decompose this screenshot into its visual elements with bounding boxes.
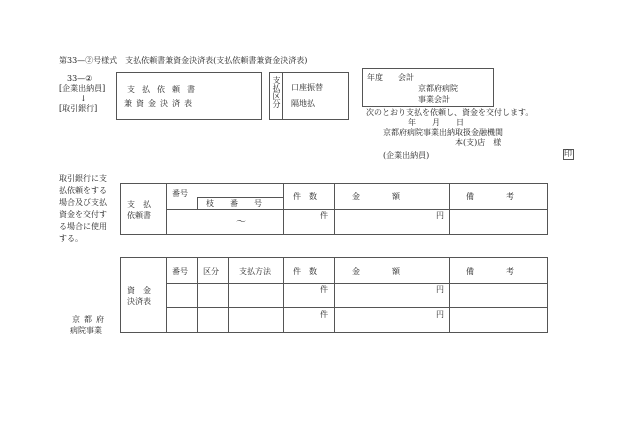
org-label-1: 京都府 [72,315,108,324]
upper-h-branch-number: 枝 番 号 [206,199,262,208]
lower-col-line-6 [449,257,450,333]
lower-h-method: 支払方法 [239,267,271,276]
option-remote-payment[interactable]: 隔地払 [291,99,315,108]
option-account-transfer[interactable]: 口座振替 [291,83,323,92]
side-note-2: 払依頼をする [59,186,107,195]
upper-row-label-2: 依頼書 [127,211,151,220]
lower-header-line [166,283,548,284]
side-note-1: 取引銀行に支 [59,174,107,183]
addressee: 京都府病院事業出納取扱金融機関 [383,128,503,137]
category-divider [282,72,283,120]
form-code: 33—② [67,74,93,83]
lower-h-amount: 金 額 [352,267,400,276]
side-note-4: 資金を交付す [59,210,107,219]
lower-yen-unit-1: 円 [436,285,444,294]
upper-header-line [166,209,548,210]
lower-col-line-5 [334,257,335,333]
payment-category-box [269,72,349,120]
upper-h-count: 件 数 [293,192,317,201]
arrow-icon: ↓ [80,94,87,103]
side-note-5: る場合に使用 [59,222,107,231]
doc-name-line2: 兼資金決済表 [124,99,196,108]
lower-h-remarks: 備 考 [466,267,514,276]
upper-yen-unit: 円 [436,211,444,220]
request-text: 次のとおり支払を依頼し、資金を交付します。 [366,108,534,117]
bank-ref: [取引銀行] [59,104,98,113]
corp-officer-ref: [企業出納員] [59,84,106,93]
lower-col-line-1 [166,257,167,333]
upper-h-remarks: 備 考 [466,192,514,201]
side-note-3: 場合及び支払 [59,198,107,207]
lower-count-unit-2: 件 [320,310,328,319]
side-note-6: する。 [59,234,83,243]
lower-col-line-2 [197,257,198,333]
doc-name-box [116,72,262,120]
lower-col-line-3 [228,257,229,333]
doc-name-line1: 支払依頼書 [127,85,202,94]
seal-mark: 印 [564,149,572,158]
lower-row-line [166,307,548,308]
org-label-2: 病院事業 [70,326,102,335]
lower-row-label-2: 決済表 [127,297,151,306]
branch-line: 本(支)店 様 [455,138,502,147]
form-title: 第33—②号様式 支払依頼書兼資金決済表(支払依頼書兼資金決済表) [59,56,308,65]
lower-yen-unit-2: 円 [436,310,444,319]
lower-h-count: 件 数 [293,267,317,276]
lower-count-unit-1: 件 [320,285,328,294]
lower-row-label-1: 資 金 [127,286,151,295]
lower-h-number: 番号 [172,267,188,276]
upper-row-label-1: 支 払 [127,200,151,209]
upper-sub-hline [197,197,283,198]
date-line[interactable]: 年 月 日 [408,118,464,127]
upper-h-number: 番号 [172,189,188,198]
lower-col-line-4 [283,257,284,333]
fiscal-hospital: 京都府病院 [418,84,458,93]
fiscal-business: 事業会計 [418,95,450,104]
fiscal-year: 年度 [367,73,383,82]
category-label: 支払区分 [272,76,281,108]
upper-sub-line [197,197,198,209]
upper-count-unit: 件 [320,211,328,220]
officer-label: (企業出納員) [383,151,430,160]
upper-tilde: 〜 [236,217,246,228]
upper-h-amount: 金 額 [352,192,400,201]
lower-h-category: 区分 [203,267,219,276]
fiscal-account: 会計 [398,73,414,82]
